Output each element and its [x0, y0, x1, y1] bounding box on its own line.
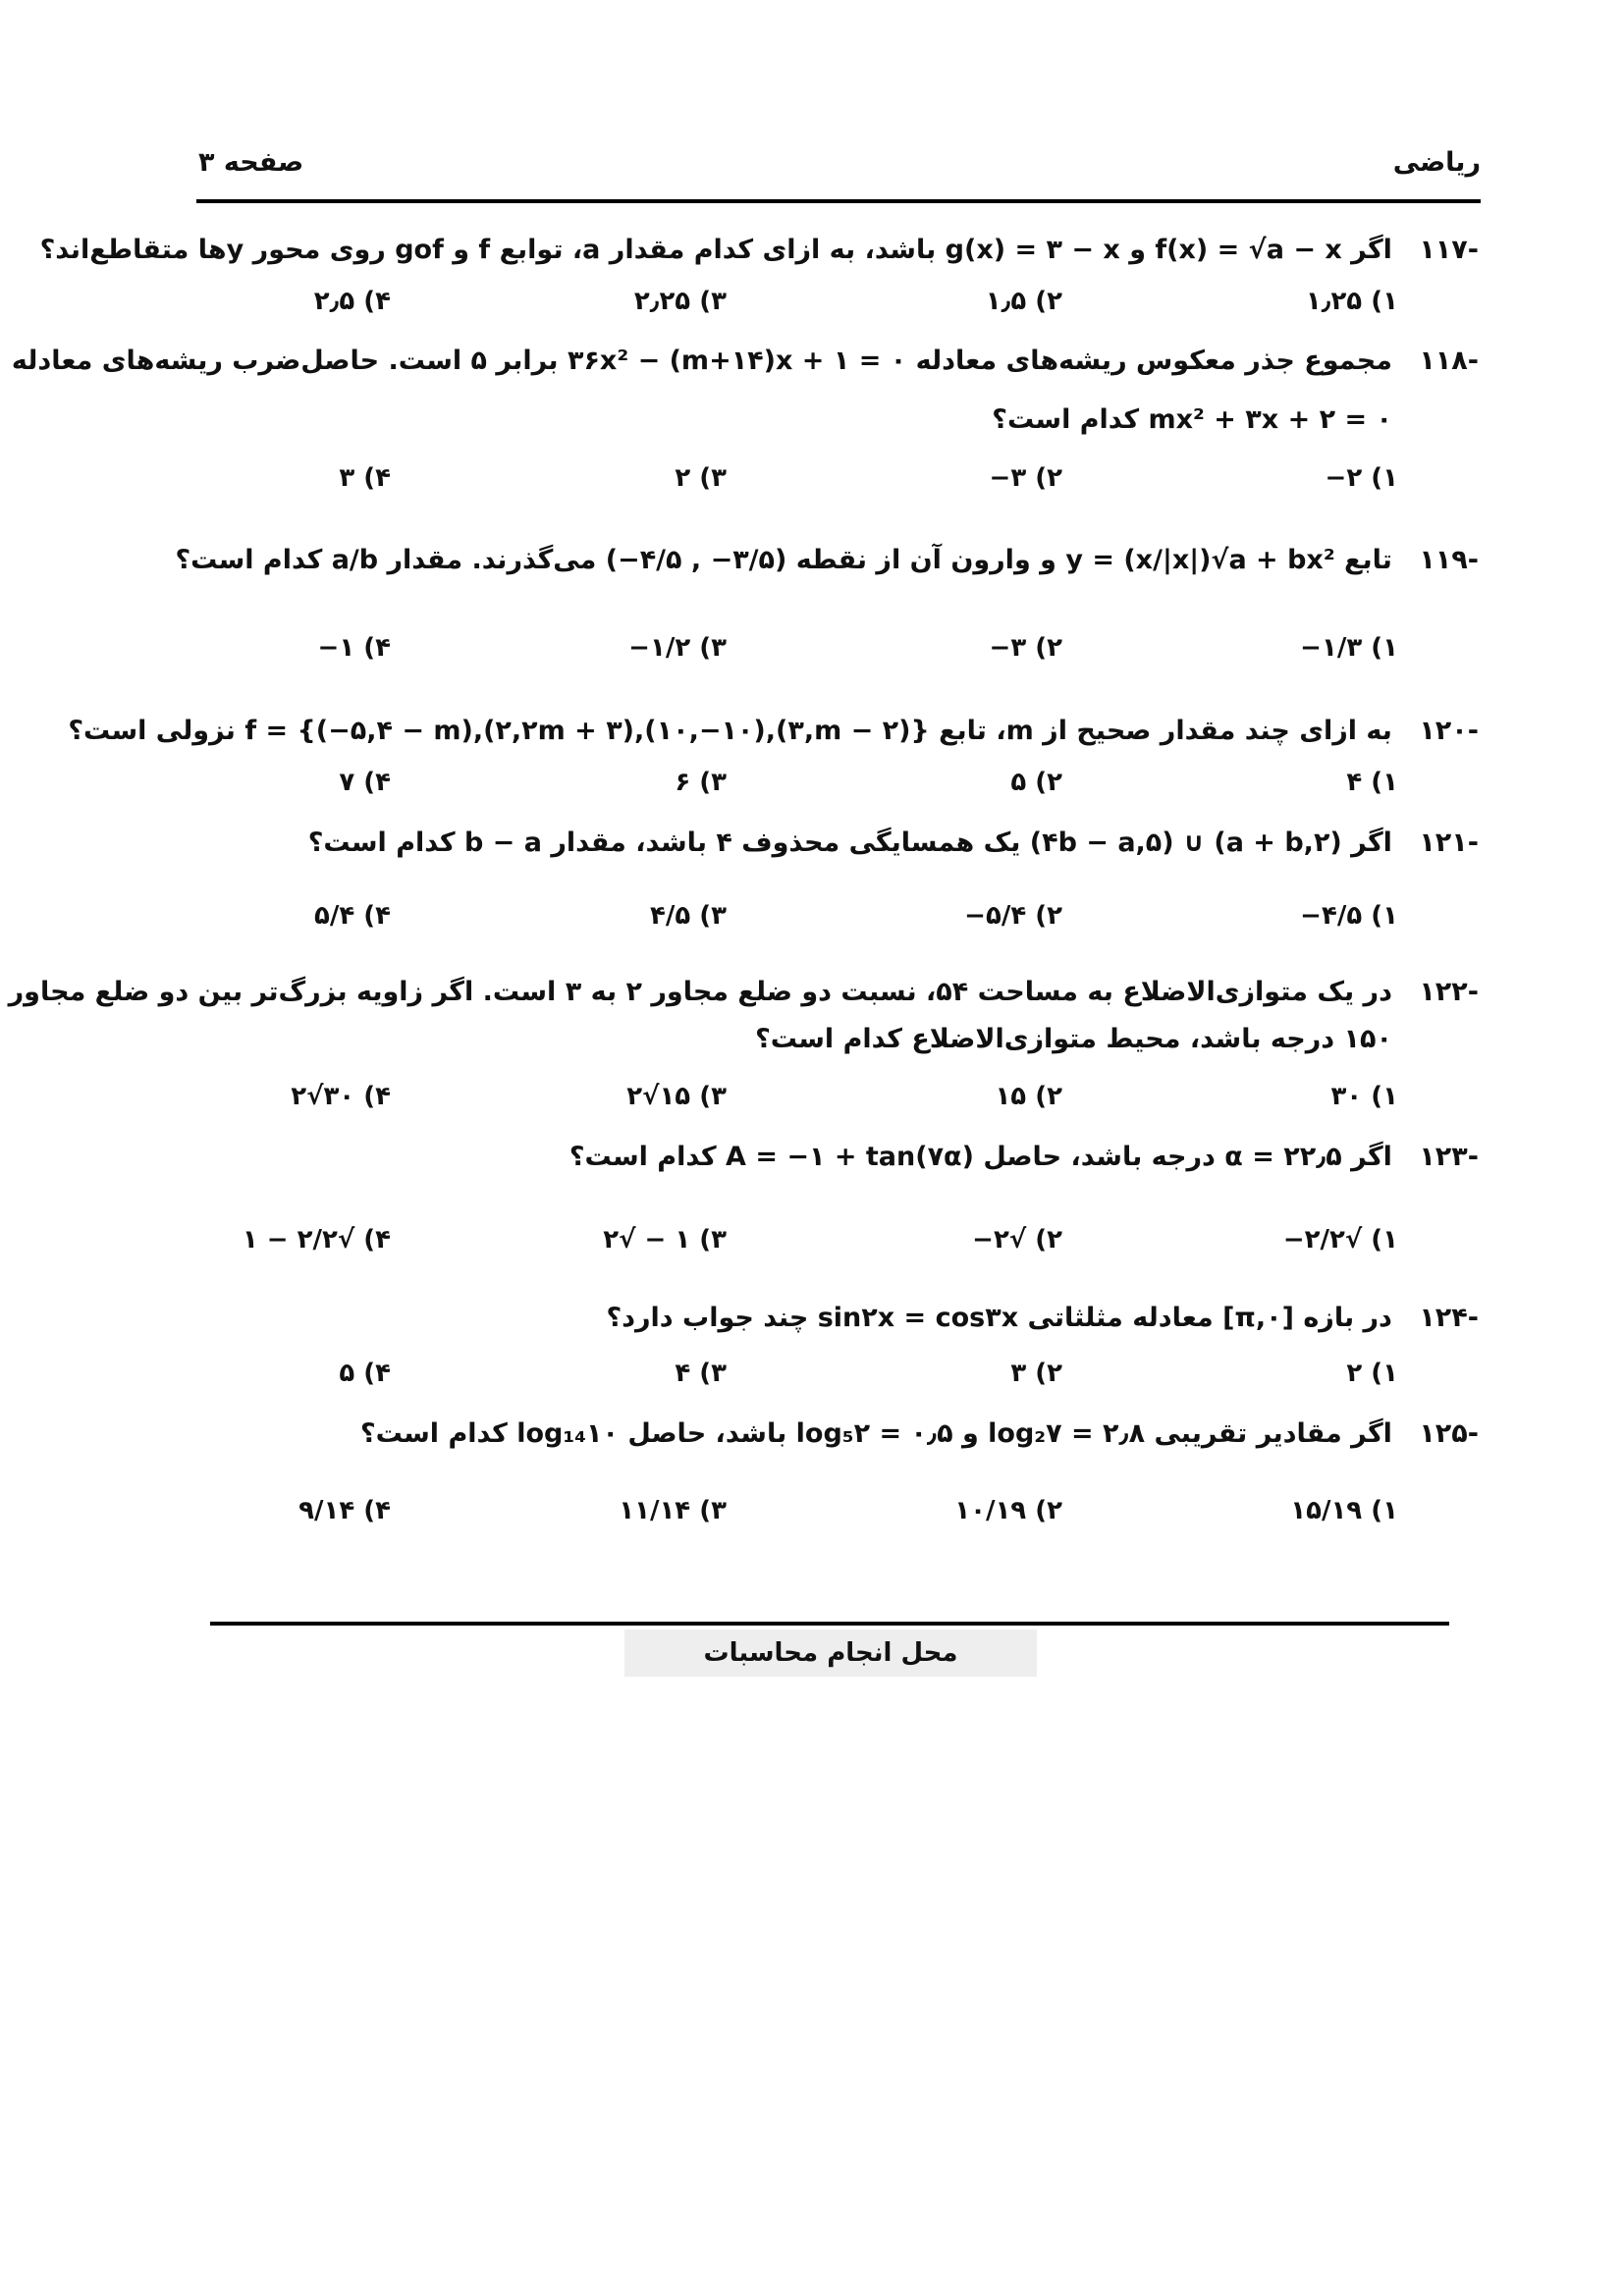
option-2[interactable]: ۲) ۳ — [1010, 1359, 1062, 1388]
option-1[interactable]: ۱) ۱٫۲۵ — [1305, 287, 1398, 316]
option-3[interactable]: ۳) ۲٫۲۵ — [633, 287, 727, 316]
question-123 — [157, 1135, 1479, 1180]
option-1[interactable]: ۱) ۱/۳− — [1300, 633, 1398, 663]
option-2[interactable]: ۲) ۱٫۵ — [985, 287, 1062, 316]
option-2[interactable]: ۲) ۳− — [989, 633, 1062, 663]
question-text-line2: ۱۵۰ درجه باشد، محیط متوازی‌الاضلاع کدام است؟ — [755, 1024, 1392, 1054]
options-123 — [242, 1225, 1398, 1270]
option-4[interactable]: ۴) ۳ — [339, 463, 391, 493]
option-3[interactable]: ۳) ۲ — [675, 463, 727, 493]
options-118 — [318, 463, 1398, 508]
option-1[interactable]: ۱) ۲ — [1346, 1359, 1398, 1388]
option-3[interactable]: ۳) ۱۵√۲ — [626, 1082, 727, 1111]
question-125 — [157, 1412, 1479, 1457]
options-125 — [298, 1496, 1398, 1541]
option-4[interactable]: ۴) ۷ — [339, 768, 391, 797]
scratch-area-label: محل انجام محاسبات — [624, 1629, 1037, 1677]
subject-title: ریاضی — [1392, 147, 1481, 178]
question-122 — [8, 970, 1479, 1062]
footer-divider — [210, 1622, 1449, 1626]
question-text: اگر f(x) = √a − x و g(x) = ۳ − x باشد، به ازای کدام مقدار a، توابع f و gof روی محور yها متقاطع‌اند؟ — [39, 235, 1392, 265]
option-4[interactable]: ۴) ۵ — [339, 1359, 391, 1388]
option-4[interactable]: ۴) ۱− — [317, 633, 391, 663]
options-117 — [313, 287, 1398, 332]
option-4[interactable]: ۴) ۲٫۵ — [313, 287, 391, 316]
page-number: صفحه ۳ — [198, 147, 304, 178]
option-3[interactable]: ۳) ۱۱/۱۴ — [619, 1496, 727, 1525]
option-2[interactable]: ۲) √۲− — [972, 1225, 1062, 1255]
option-1[interactable]: ۱) ۴ — [1346, 768, 1398, 797]
header-divider — [196, 199, 1481, 203]
options-122 — [291, 1082, 1398, 1127]
option-1[interactable]: ۱) ۳۰ — [1330, 1082, 1398, 1111]
question-text-line2: mx² + ۳x + ۲ = ۰ کدام است؟ — [992, 404, 1392, 435]
question-117 — [39, 228, 1479, 273]
option-4[interactable]: ۴) ۹/۱۴ — [298, 1496, 391, 1525]
question-text: در بازه [۰,π] معادله مثلثاتی sin۲x = cos۳x چند جواب دارد؟ — [606, 1303, 1392, 1333]
option-4[interactable]: ۴) ۳۰√۲ — [291, 1082, 391, 1111]
question-text: مجموع جذر معکوس ریشه‌های معادله ۳۶x² − (m+۱۴)x + ۱ = ۰ برابر ۵ است. حاصل‌ضرب ریشه‌های معادله — [11, 346, 1392, 376]
question-number: -۱۲۳ — [1419, 1142, 1479, 1172]
option-4[interactable]: ۴) ۵/۴ — [313, 901, 391, 931]
question-number: -۱۲۱ — [1419, 828, 1479, 858]
option-1[interactable]: ۱) ۴/۵− — [1300, 901, 1398, 931]
question-number: -۱۲۰ — [1419, 716, 1479, 746]
options-119 — [318, 633, 1398, 678]
question-number: -۱۱۸ — [1419, 346, 1479, 376]
question-120 — [68, 709, 1479, 754]
option-1[interactable]: ۱) ۲− — [1325, 463, 1398, 493]
question-119 — [157, 538, 1479, 583]
option-3[interactable]: ۳) ۴/۵ — [649, 901, 727, 931]
options-121 — [313, 901, 1398, 946]
option-3[interactable]: ۳) ۶ — [675, 768, 727, 797]
question-124 — [157, 1296, 1479, 1341]
option-2[interactable]: ۲) ۵ — [1010, 768, 1062, 797]
option-4[interactable]: ۴) √۲/۲ − ۱ — [242, 1225, 391, 1255]
question-number: -۱۲۲ — [1419, 977, 1479, 1007]
option-1[interactable]: ۱) ۱۵/۱۹ — [1290, 1496, 1398, 1525]
question-text: تابع y = (x/|x|)√a + bx² و وارون آن از نقطه (۳/۵− , ۴/۵−) می‌گذرند. مقدار a/b کدام است؟ — [175, 545, 1392, 575]
option-3[interactable]: ۳) ۱ − √۲ — [603, 1225, 727, 1255]
option-3[interactable]: ۳) ۱/۲− — [628, 633, 727, 663]
question-text: اگر مقادیر تقریبی log₂۷ = ۲٫۸ و log₅۲ = ۰٫۵ باشد، حاصل log₁₄۱۰ کدام است؟ — [360, 1418, 1392, 1449]
question-number: -۱۱۹ — [1419, 545, 1479, 575]
option-3[interactable]: ۳) ۴ — [675, 1359, 727, 1388]
option-1[interactable]: ۱) √۲/۲− — [1282, 1225, 1398, 1255]
question-number: -۱۲۴ — [1419, 1303, 1479, 1333]
question-number: -۱۲۵ — [1419, 1418, 1479, 1449]
options-120 — [318, 768, 1398, 813]
options-124 — [318, 1359, 1398, 1404]
option-2[interactable]: ۲) ۵/۴− — [964, 901, 1062, 931]
question-text: اگر (۲,a + b) ∪ (۴b − a,۵) یک همسایگی محذوف ۴ باشد، مقدار b − a کدام است؟ — [307, 828, 1392, 858]
question-121 — [157, 821, 1479, 866]
option-2[interactable]: ۲) ۱۵ — [995, 1082, 1062, 1111]
option-2[interactable]: ۲) ۱۰/۱۹ — [954, 1496, 1062, 1525]
question-text: به ازای چند مقدار صحیح از m، تابع f = {(−۵,۴ − m),(۲,۲m + ۳),(۱۰,−۱۰),(۳,m − ۲)} نزولی است؟ — [68, 716, 1392, 746]
question-118 — [11, 339, 1479, 443]
question-text: در یک متوازی‌الاضلاع به مساحت ۵۴، نسبت دو ضلع مجاور ۲ به ۳ است. اگر زاویه بزرگ‌تر بین دو ضلع مجاور — [8, 977, 1392, 1007]
option-2[interactable]: ۲) ۳− — [989, 463, 1062, 493]
question-text: اگر α = ۲۲٫۵ درجه باشد، حاصل A = −۱ + tan(۷α) کدام است؟ — [568, 1142, 1392, 1172]
question-number: -۱۱۷ — [1419, 235, 1479, 265]
